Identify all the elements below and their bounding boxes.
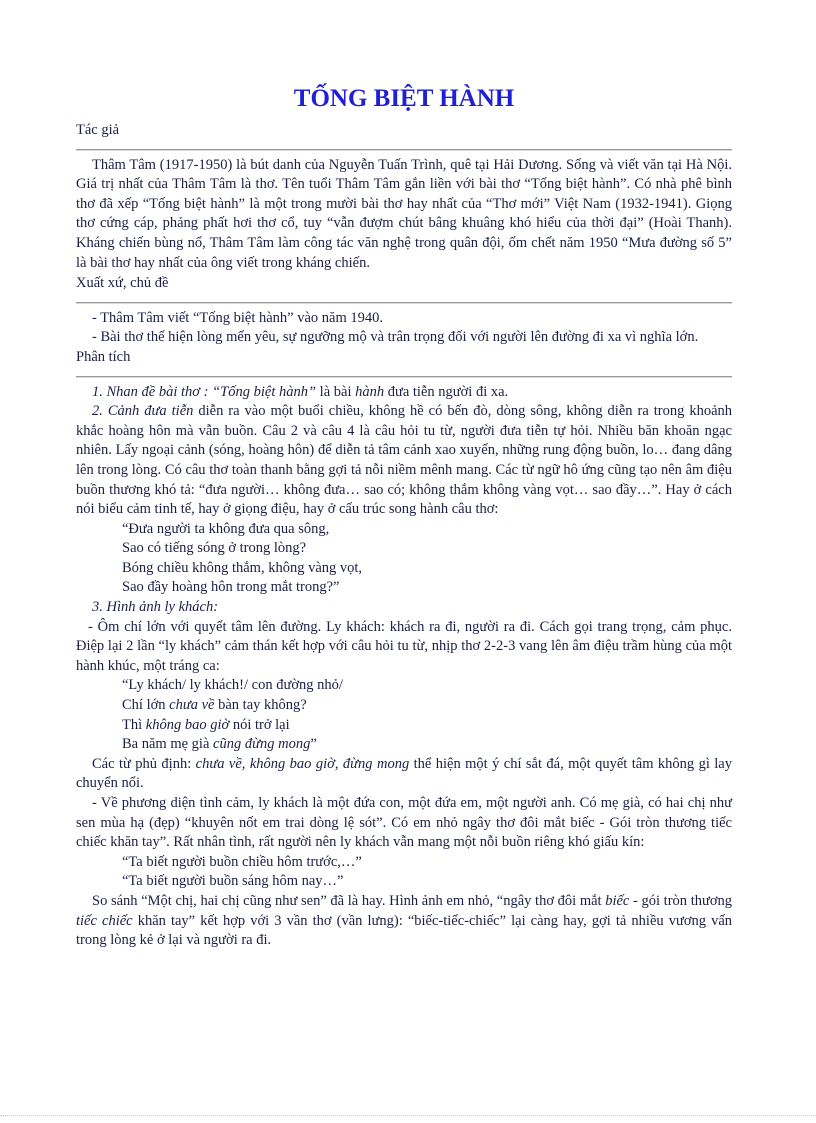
verse-line: Bóng chiều không thắm, không vàng vọt, (122, 559, 363, 576)
poem-quote (76, 676, 732, 754)
analysis-paragraph: - Về phương diện tình cảm, ly khách là một đứa con, một đứa em, một người anh. Có mẹ già, có hai chị như sen mùa hạ (đẹp) “khuyên nốt em trai dòng lệ sót”. Có em nhỏ ngây thơ đôi mắt biếc - Gói tròn thương tiếc chiếc khăn tay”. Rất nhân tình, rất người nên ly khách vẫn mang một nỗi buồn riêng khó giấu kín: (76, 795, 732, 851)
verse-line: Chí lớn chưa về bàn tay không? (122, 697, 307, 714)
origin-line: - Thâm Tâm viết “Tống biệt hành” vào năm 1940. (92, 309, 383, 326)
verse-line: Ba năm mẹ già cũng đừng mong” (122, 736, 317, 753)
divider (76, 149, 732, 151)
page-bottom-border (0, 1115, 816, 1116)
heading-traveler-image: 3. Hình ảnh ly khách: (92, 599, 219, 616)
analysis-paragraph: Các từ phủ định: chưa về, không bao giờ, đừng mong thể hiện một ý chí sắt đá, một quyết tâm không gì lay chuyển nổi. (76, 755, 732, 792)
verse-line: Sao đầy hoàng hôn trong mắt trong?” (122, 579, 340, 596)
author-paragraph: Thâm Tâm (1917-1950) là bút danh của Nguyễn Tuấn Trình, quê tại Hải Dương. Sống và viết văn tại Hà Nội. Giá trị nhất của Thâm Tâm là thơ. Tên tuổi Thâm Tâm gắn liền với bài thơ “Tống biệt hành”. Có nhà phê bình thơ đã xếp “Tống biệt hành” là một trong mười bài thơ hay nhất của “Thơ mới” Việt Nam (1932-1941). Giọng thơ cứng cáp, phảng phất hơi thơ cổ, tuy “vẫn đượm chút bâng khuâng khó hiểu của thời đại” (Hoài Thanh). Kháng chiến bùng nổ, Thâm Tâm làm công tác văn nghệ trong quân đội, ốm chết năm 1950 “Mưa đường số 5” là bài thơ hay nhất của ông viết trong kháng chiến. (76, 156, 732, 271)
analysis-paragraph: So sánh “Một chị, hai chị cũng như sen” đã là hay. Hình ảnh em nhỏ, “ngây thơ đôi mắt biếc - gói tròn thương tiếc chiếc khăn tay” kết hợp với 3 vần thơ (vần lưng): “biếc-tiếc-chiếc” lại càng hay, gợi tả nhiều vương vấn trong lòng kẻ ở lại và người ra đi. (76, 892, 733, 949)
analysis-paragraph: 2. Cảnh đưa tiễn diễn ra vào một buổi chiều, không hề có bến đò, dòng sông, không diễn ra trong khoảnh khắc hoàng hôn mà vẫn buồn. Câu 2 và câu 4 là câu hỏi tu từ, người đưa tiễn tự hỏi. Nhiều băn khoăn ngạc nhiên. Lấy ngoại cảnh (sóng, hoàng hôn) để diễn tả tâm cảnh xao xuyến, những rung động buồn, lo… đang dâng lên trong lòng. Có câu thơ toàn thanh bằng gợi tả nỗi niềm mênh mang. Các từ ngữ hô ứng cũng tạo nên âm điệu buồn thương khó tả: “đưa người… không đưa… sao có; không thắm không vàng vọt… sao đầy…”. Hay ở cách nói biểu cảm tinh tế, hay ở giọng điệu, hay ở cấu trúc song hành câu thơ: (76, 403, 732, 518)
analysis-paragraph: - Ôm chí lớn với quyết tâm lên đường. Ly khách: khách ra đi, người ra đi. Cách gọi trang trọng, cảm phục. Điệp lại 2 lần “ly khách” cảm thán kết hợp với câu hỏi tu từ, nhịp thơ 2-2-3 vang lên âm điệu trầm hùng của một hành khúc, một tráng ca: (76, 618, 732, 674)
section-label-origin: Xuất xứ, chủ đề (76, 275, 169, 292)
analysis-paragraph: 1. Nhan đề bài thơ : “Tống biệt hành” là bài hành đưa tiễn người đi xa. (92, 383, 509, 400)
verse-line: Sao có tiếng sóng ở trong lòng? (122, 540, 307, 557)
page-title: TỐNG BIỆT HÀNH (293, 85, 515, 112)
heading-title-analysis: 1. Nhan đề bài thơ : “Tống biệt hành” (92, 383, 317, 400)
heading-farewell-scene: 2. Cảnh đưa tiễn (92, 403, 194, 420)
verse-line: “Ta biết người buồn chiều hôm trước,…” (122, 853, 362, 870)
poem-quote (76, 520, 732, 598)
divider (76, 376, 732, 378)
verse-line: “Ly khách/ ly khách!/ con đường nhỏ/ (122, 677, 343, 694)
section-label-analysis: Phân tích (76, 348, 131, 365)
divider (76, 302, 732, 304)
poem-quote (76, 853, 732, 892)
verse-line: “Ta biết người buồn sáng hôm nay…” (122, 873, 344, 890)
origin-line: - Bài thơ thể hiện lòng mến yêu, sự ngưỡng mộ và trân trọng đối với người lên đường đi xa vì nghĩa lớn. (92, 329, 699, 346)
verse-line: “Đưa người ta không đưa qua sông, (122, 520, 330, 537)
document-page (76, 80, 732, 951)
section-label-author: Tác giả (76, 122, 120, 138)
verse-line: Thì không bao giờ nói trở lại (122, 716, 290, 733)
